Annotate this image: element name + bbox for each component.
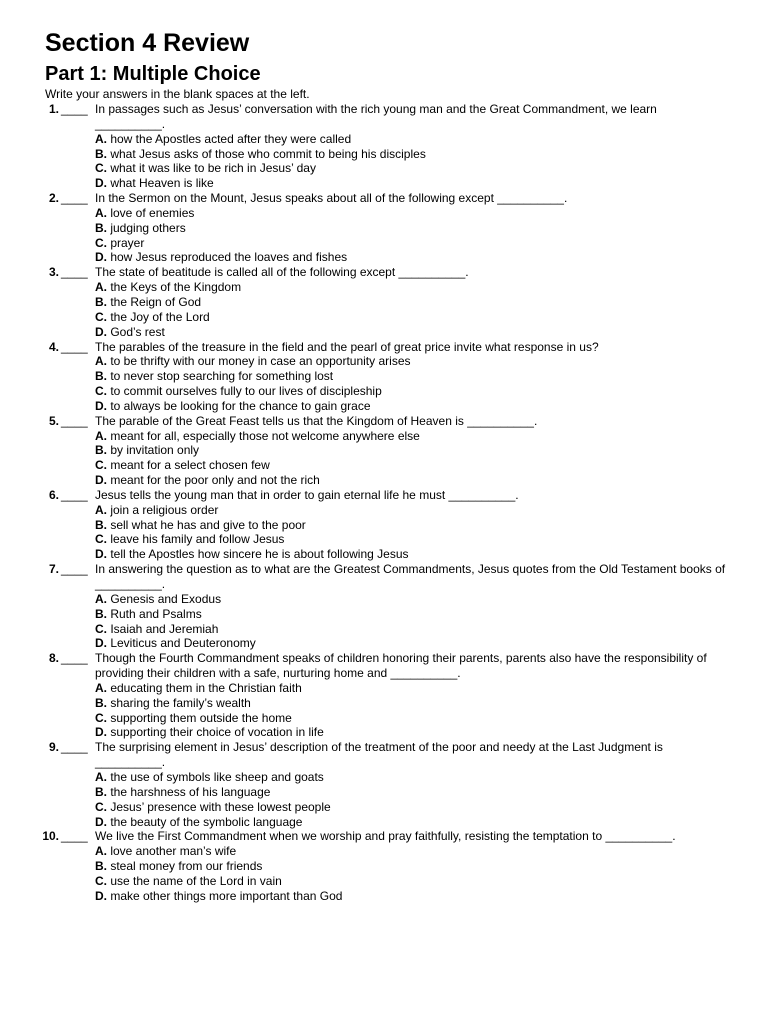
answer-choice [95,384,728,399]
choice-text: the Joy of the Lord [107,309,210,324]
choice-text: leave his family and follow Jesus [107,532,285,547]
choice-text: to commit ourselves fully to our lives of discipleship [107,384,382,399]
answer-choice [95,681,728,696]
answer-choice [95,800,728,815]
answer-choice [95,176,728,191]
choice-letter: A. [95,131,107,146]
choice-text: supporting them outside the home [107,710,292,725]
answer-choice [95,250,728,265]
choice-text: the beauty of the symbolic language [107,814,303,829]
question-text: We live the First Commandment when we worship and pray faithfully, resisting the temptation to __________. [95,829,676,844]
answer-choice [95,310,728,325]
choice-text: Genesis and Exodus [107,591,222,606]
question-list [0,102,768,904]
choice-text: God’s rest [107,324,165,339]
choice-text: to be thrifty with our money in case an opportunity arises [107,354,411,369]
section-subtitle: Part 1: Multiple Choice [45,63,261,85]
answer-choice [95,518,728,533]
choice-letter: A. [95,769,107,784]
answer-choice [95,221,728,236]
question-number: 2. [48,191,59,206]
answer-choice [95,696,728,711]
answer-choice [95,354,728,369]
answer-choice [95,636,728,651]
answer-choice [95,429,728,444]
choice-letter: B. [95,294,107,309]
choice-text: sell what he has and give to the poor [107,517,306,532]
choice-text: love another man’s wife [107,844,237,859]
question-text: In passages such as Jesus’ conversation with the rich young man and the Great Commandment, we learn __________. [95,102,657,131]
choice-letter: C. [95,309,107,324]
answer-choice [95,725,728,740]
question-number: 8. [48,651,59,666]
choice-letter: C. [95,532,107,547]
choice-letter: C. [95,384,107,399]
choice-text: the use of symbols like sheep and goats [107,769,324,784]
instructions: Write your answers in the blank spaces at the left. [45,87,310,101]
choice-letter: A. [95,591,107,606]
choice-letter: D. [95,398,107,413]
choice-letter: D. [95,725,107,740]
choice-text: the harshness of his language [107,784,271,799]
choice-letter: D. [95,250,107,265]
choice-text: what Heaven is like [107,176,214,191]
answer-blank: ____ [61,651,88,666]
choice-letter: A. [95,205,107,220]
answer-choice [95,236,728,251]
answer-blank: ____ [61,265,88,280]
question-number: 4. [48,339,59,354]
choice-letter: C. [95,621,107,636]
choice-text: meant for all, especially those not welcome anywhere else [107,428,420,443]
question-number: 3. [48,265,59,280]
question-item [0,414,768,488]
question-text: The parables of the treasure in the field and the pearl of great price invite what response in us? [95,339,599,354]
choice-text: the Keys of the Kingdom [107,280,242,295]
choice-text: Ruth and Psalms [107,606,202,621]
answer-choice [95,295,728,310]
question-item [0,651,768,740]
answer-choice [95,147,728,162]
choice-text: love of enemies [107,205,195,220]
answer-choice [95,874,728,889]
answer-choice [95,206,728,221]
choice-letter: C. [95,710,107,725]
question-number: 6. [48,487,59,502]
choice-letter: D. [95,814,107,829]
answer-choice [95,607,728,622]
choice-letter: A. [95,844,107,859]
choice-letter: B. [95,369,107,384]
choice-text: judging others [107,220,186,235]
choice-text: how the Apostles acted after they were called [107,131,352,146]
choice-letter: A. [95,280,107,295]
answer-choice [95,815,728,830]
choice-letter: B. [95,606,107,621]
answer-blank: ____ [61,102,88,116]
choice-letter: C. [95,799,107,814]
choice-text: meant for a select chosen few [107,458,270,473]
choice-text: to never stop searching for something lost [107,369,334,384]
answer-choice [95,503,728,518]
question-item [0,829,768,903]
question-item [0,340,768,414]
question-item [0,488,768,562]
answer-choice [95,399,728,414]
choice-letter: B. [95,784,107,799]
answer-choice [95,369,728,384]
answer-choice [95,592,728,607]
choice-text: educating them in the Christian faith [107,680,302,695]
question-number: 5. [48,413,59,428]
question-number: 9. [48,740,59,755]
answer-choice [95,622,728,637]
choice-letter: D. [95,473,107,488]
choice-text: join a religious order [107,502,219,517]
choice-letter: C. [95,161,107,176]
answer-choice [95,711,728,726]
question-number: 10. [42,829,59,844]
answer-choice [95,132,728,147]
answer-choice [95,844,728,859]
choice-letter: D. [95,547,107,562]
answer-choice [95,325,728,340]
choice-letter: B. [95,517,107,532]
question-text: Though the Fourth Commandment speaks of children honoring their parents, parents also have the responsibility of providing their children with a safe, nurturing home and __________. [95,651,707,681]
choice-text: how Jesus reproduced the loaves and fishes [107,250,348,265]
question-item [0,191,768,265]
choice-letter: B. [95,146,107,161]
question-number: 1. [48,102,59,116]
choice-letter: A. [95,680,107,695]
answer-choice [95,859,728,874]
answer-choice [95,770,728,785]
question-item [0,265,768,339]
choice-text: tell the Apostles how sincere he is about following Jesus [107,547,409,562]
question-text: The surprising element in Jesus’ description of the treatment of the poor and needy at the Last Judgment is __________. [95,740,663,770]
answer-blank: ____ [61,829,88,844]
answer-blank: ____ [61,740,88,755]
choice-letter: B. [95,220,107,235]
question-number: 7. [48,562,59,577]
choice-text: make other things more important than God [107,888,343,903]
choice-text: supporting their choice of vocation in life [107,725,324,740]
answer-choice [95,547,728,562]
question-text: In answering the question as to what are the Greatest Commandments, Jesus quotes from the Old Testament books of __________. [95,562,726,591]
choice-text: steal money from our friends [107,859,263,874]
choice-letter: B. [95,859,107,874]
question-text: Jesus tells the young man that in order to gain eternal life he must __________. [95,487,519,502]
choice-letter: C. [95,873,107,888]
choice-text: by invitation only [107,443,200,458]
answer-blank: ____ [61,562,88,577]
question-text: In the Sermon on the Mount, Jesus speaks about all of the following except __________. [95,191,568,206]
answer-blank: ____ [61,339,88,354]
answer-choice [95,889,728,904]
question-item [0,740,768,829]
choice-letter: D. [95,888,107,903]
choice-letter: D. [95,176,107,191]
choice-text: meant for the poor only and not the rich [107,473,320,488]
choice-text: Isaiah and Jeremiah [107,621,219,636]
answer-choice [95,161,728,176]
answer-choice [95,785,728,800]
choice-text: Jesus’ presence with these lowest people [107,799,331,814]
answer-choice [95,473,728,488]
choice-letter: C. [95,458,107,473]
answer-blank: ____ [61,487,88,502]
choice-text: what Jesus asks of those who commit to being his disciples [107,146,426,161]
question-text: The state of beatitude is called all of the following except __________. [95,265,469,280]
choice-text: what it was like to be rich in Jesus’ day [107,161,316,176]
question-text: The parable of the Great Feast tells us that the Kingdom of Heaven is __________. [95,413,538,428]
choice-text: prayer [107,235,145,250]
choice-text: to always be looking for the chance to gain grace [107,398,371,413]
question-item [0,562,768,651]
answer-choice [95,458,728,473]
choice-text: use the name of the Lord in vain [107,873,282,888]
choice-letter: A. [95,428,107,443]
choice-text: sharing the family’s wealth [107,695,251,710]
answer-choice [95,443,728,458]
answer-choice [95,532,728,547]
choice-letter: C. [95,235,107,250]
answer-blank: ____ [61,413,88,428]
answer-blank: ____ [61,191,88,206]
choice-letter: D. [95,636,107,651]
page-title: Section 4 Review [45,29,250,57]
choice-text: the Reign of God [107,294,202,309]
choice-letter: A. [95,354,107,369]
choice-letter: B. [95,443,107,458]
choice-letter: A. [95,502,107,517]
choice-text: Leviticus and Deuteronomy [107,636,256,651]
question-item [0,102,768,191]
choice-letter: D. [95,324,107,339]
answer-choice [95,280,728,295]
choice-letter: B. [95,695,107,710]
